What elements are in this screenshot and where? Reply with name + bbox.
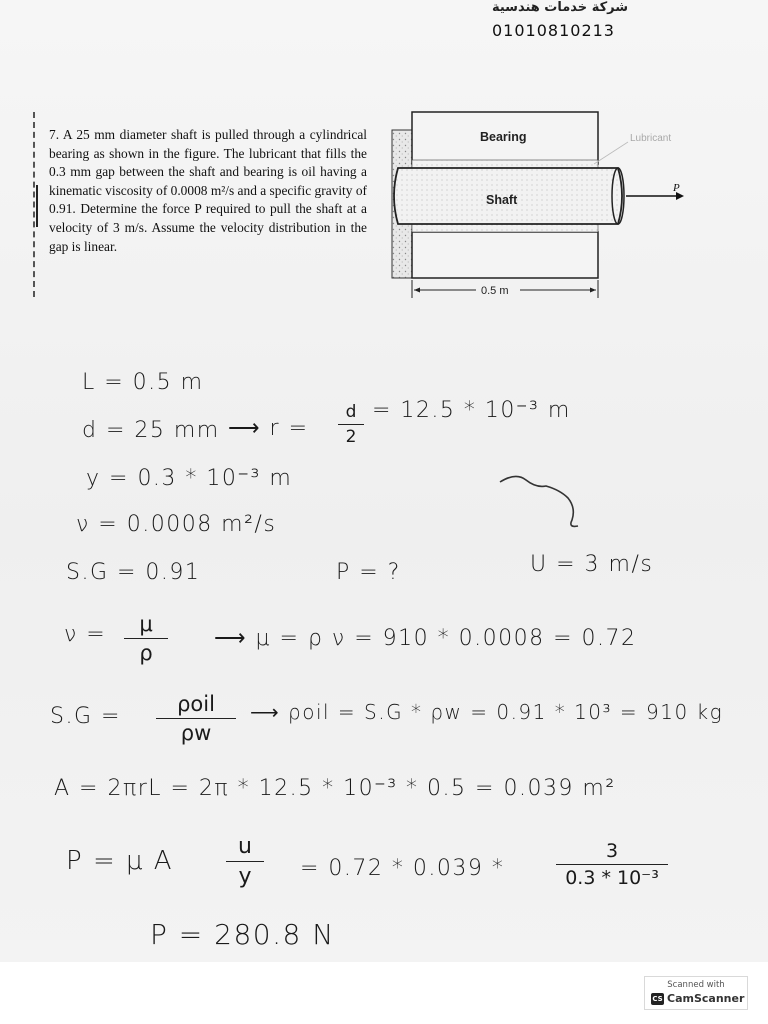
nu-fraction [124,612,168,665]
velocity-gradient-num: u [238,834,252,859]
radius-value: = 12.5 * 10⁻³ m [372,398,571,423]
force-fraction [556,840,668,889]
shaft-label: Shaft [486,193,518,207]
bearing-label: Bearing [480,130,527,144]
force-label: P [673,182,680,194]
scanned-with-text: Scanned with [667,980,725,990]
radius-fraction-num: d [345,402,357,422]
pen-scribble [496,468,592,532]
velocity-gradient-den: y [238,864,252,889]
radius-fraction [338,402,364,447]
sg-fraction-den: ρw [180,721,212,745]
sg-lhs: S.G = [50,704,121,729]
bearing-lower [412,232,598,278]
force-lhs: P = μ A [66,846,174,876]
nu-fraction-den: ρ [139,641,153,665]
nu-fraction-num: μ [139,612,153,636]
camscanner-logo-icon: CS [652,995,663,1003]
given-length: L = 0.5 m [82,370,204,395]
company-phone: 01010810213 [492,21,615,40]
radius-fraction-den: 2 [345,427,357,447]
nu-lhs: ν = [64,622,107,647]
camscanner-name: CamScanner [667,992,745,1005]
force-result: P = 280.8 N [150,918,335,951]
lubricant-gap-upper [412,160,598,168]
velocity-gradient-fraction [226,834,264,889]
force-substitution: = 0.72 * 0.039 * [300,856,505,881]
bearing-shaft-figure [380,108,710,303]
dynamic-viscosity: ⟶ μ = ρ ν = 910 * 0.0008 = 0.72 [214,626,637,651]
given-kinematic-viscosity: ν = 0.0008 m²/s [76,512,277,537]
dim-arrow-right [590,288,596,293]
problem-statement [49,126,367,256]
problem-text: A 25 mm diameter shaft is pulled through a cylindrical bearing as shown in the figure. The lubricant that fills the 0.3 mm gap between the shaft and bearing is oil having a kinematic viscosity of 0.0008 m²/s and a specific gravity of 0.91. Determine the force P required to pull the shaft at a velocity of 3 m/s. Assume the velocity distribution in the gap is linear. [49,127,367,254]
given-specific-gravity: S.G = 0.91 [66,560,201,585]
radius-arrow: ⟶ r = [228,416,309,441]
length-label: 0.5 m [481,285,509,297]
unknown-force: P = ? [336,560,401,585]
sg-fraction-num: ρoil [177,692,215,716]
force-fraction-den: 0.3 * 10⁻³ [565,867,659,889]
margin-mark [36,185,38,227]
lubricant-gap-lower [412,224,598,232]
camscanner-watermark [644,976,748,1010]
given-gap: y = 0.3 * 10⁻³ m [86,466,293,491]
shaft-area: A = 2πrL = 2π * 12.5 * 10⁻³ * 0.5 = 0.039 m² [54,776,616,801]
force-fraction-num: 3 [605,840,619,862]
given-diameter: d = 25 mm [82,418,220,443]
given-velocity: U = 3 m/s [530,552,654,577]
company-name: شركة خدمات هندسية [491,0,629,15]
sg-fraction [156,692,236,745]
dim-arrow-left [414,288,420,293]
lubricant-label: Lubricant [630,133,672,144]
oil-density: ⟶ ρoil = S.G * ρw = 0.91 * 10³ = 910 kg [250,700,724,724]
lubricant-leader [594,142,628,164]
problem-number: 7. [49,127,60,142]
